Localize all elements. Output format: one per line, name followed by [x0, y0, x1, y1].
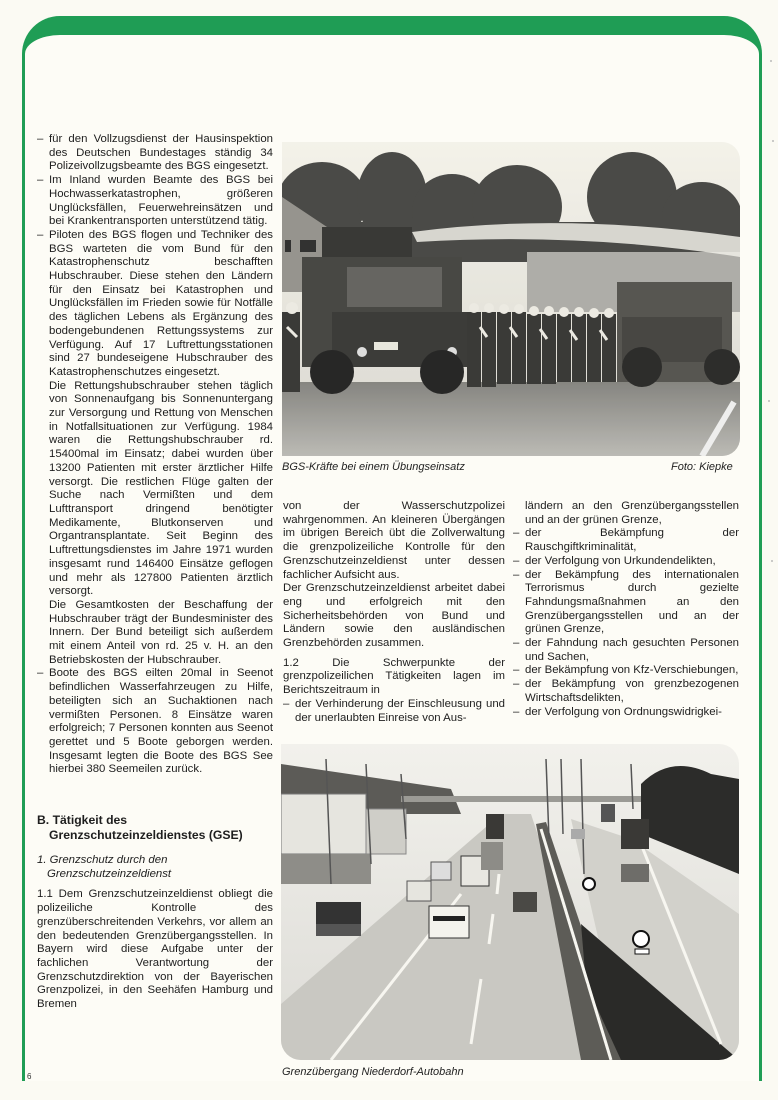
overpass	[401, 796, 641, 802]
scan-speck	[771, 560, 773, 562]
photo-caption: Grenzübergang Niederdorf-Autobahn	[282, 1066, 464, 1078]
list-item: – der Bekämpfung des internationalen Terrorismus durch gezielte Fahndungsmaßnahmen an den Grenzübergangsstellen und an der grünen Grenze,	[513, 569, 739, 638]
paragraph: Der Grenzschutzeinzeldienst arbeitet dabei eng und erfolgreich mit den Sicherheitsbehörden von Bund und Ländern sowie den ausländischen Grenzbehörden zusammen.	[283, 582, 505, 650]
list-item: – der Verfolgung von Urkundendelikten,	[513, 555, 739, 569]
paragraph: Die Rettungshubschrauber stehen täglich von Sonnenaufgang bis Sonnenuntergang zur Versorgung und Rettung von Menschen in Notfallsituationen zur Verfügung. 1984 waren die Rettungshubschrauber rd. 15400mal im Einsatz; dabei wurden über 13200 Patienten mit erster ärztlicher Hilfe versorgt. Die restlichen Flüge galten der Suche nach Vermißten und dem Lufttransport dringend benötigter Medikamente, Blutkonserven und Organtransplantate. Seit Beginn des Luftrettungsdienstes im Jahre 1971 wurden insgesamt rund 146400 Einsätze geflogen und mehr als 127800 Patienten ärztlich versorgt.	[49, 379, 273, 598]
list-item: – der Bekämpfung von Kfz-Verschiebungen,	[513, 664, 739, 678]
police-van	[429, 906, 469, 938]
photo-image	[281, 744, 739, 1060]
photo-water-cannon-exercise	[282, 142, 740, 456]
list-item: – Im Inland wurden Beamte des BGS bei Hochwasserkatastrophen, größeren Unglücksfällen, Feuerwehreinsätzen und bei Krankentransporten unterstützend tätig.	[37, 174, 273, 229]
list-item: – der Verfolgung von Ordnungswidrigkei-	[513, 706, 739, 720]
paragraph: 1.1 Dem Grenzschutzeinzeldienst obliegt die polizeiliche Kontrolle des grenzüberschreitenden Verkehrs, vor allem an den bedeutenden Grenzübergangsstellen. In Bayern wird diese Aufgabe unter der fachlichen Verantwortung der Grenzschutzdirektion von der Bayerischen Grenzpolizei, in den Seehäfen Hamburg und Bremen	[37, 888, 273, 1011]
scan-speck	[770, 60, 772, 62]
section-heading: B. Tätigkeit des Grenzschutzeinzeldienstes (GSE)	[37, 813, 243, 842]
subheading: 1. Grenzschutz durch den Grenzschutzeinzeldienst	[37, 854, 172, 880]
list-item-continuation: ländern an den Grenzübergangsstellen und an der grünen Grenze,	[525, 500, 739, 526]
photo-border-crossing-autobahn	[281, 744, 739, 1060]
middle-column	[283, 500, 505, 725]
paragraph: 1.2 Die Schwerpunkte der grenzpolizeilichen Tätigkeiten lagen im Berichtszeitraum in	[283, 656, 505, 697]
photo-credit: Foto: Kiepke	[671, 461, 733, 473]
paragraph: Die Gesamtkosten der Beschaffung der Hubschrauber trägt der Bundesminister des Innern. Der Bund beteiligt sich außerdem mit einem Anteil von rd. 25 v. H. an den Betriebskosten der Hubschrauber.	[49, 598, 273, 666]
paragraph: von der Wasserschutzpolizei wahrgenommen. An kleineren Übergängen im übrigen Bereich übt die Zollverwaltung die grenzpolizeiliche Kontrolle für den Grenzschutzeinzeldienst unter dessen fachlicher Aufsicht aus.	[283, 500, 505, 581]
list-item: – Piloten des BGS flogen und Techniker des BGS warteten die vom Bund für den Katastrophenschutz beschafften Hubschrauber. Diese stehen den Ländern für den Einsatz bei Katastrophen und Unglücksfällen im Frieden sowie für Notfälle des täglichen Lebens als Ergänzung des bodengebundenen Rettungssystems zur Verfügung. Auf 17 Luftrettungsstationen sind 27 bundeseigene Hubschrauber des Katastrophenschutzes eingesetzt.	[37, 229, 273, 380]
photo-image	[282, 142, 740, 456]
left-column	[37, 133, 273, 1012]
list-item: – der Verhinderung der Einschleusung und der unerlaubten Einreise von Aus-	[283, 698, 505, 725]
list-item: – der Bekämpfung von grenzbezogenen Wirtschaftsdelikten,	[513, 678, 739, 705]
scan-speck	[768, 400, 770, 402]
photo-caption: BGS-Kräfte bei einem Übungseinsatz	[282, 461, 465, 473]
list-item: – der Bekämpfung der Rauschgiftkriminalität,	[513, 527, 739, 554]
list-item: – Boote des BGS eilten 20mal in Seenot befindlichen Wasserfahrzeugen zu Hilfe, beteiligten sich an Suchaktionen nach vermißten Personen. 8 Einsätze waren erfolgreich; 7 Personen konnten aus Seenot gerettet und 5 Boote geborgen werden. Insgesamt legten die Boote des BGS See hierbei 380 Seemeilen zurück.	[37, 667, 273, 777]
right-column	[513, 500, 739, 719]
scan-speck	[772, 140, 774, 142]
list-item: – für den Vollzugsdienst der Hausinspektion des Deutschen Bundestages ständig 34 Polizeivollzugsbeamte des BGS eingesetzt.	[37, 133, 273, 174]
page-number: 6	[27, 1072, 32, 1081]
list-item: – der Fahndung nach gesuchten Personen und Sachen,	[513, 637, 739, 664]
